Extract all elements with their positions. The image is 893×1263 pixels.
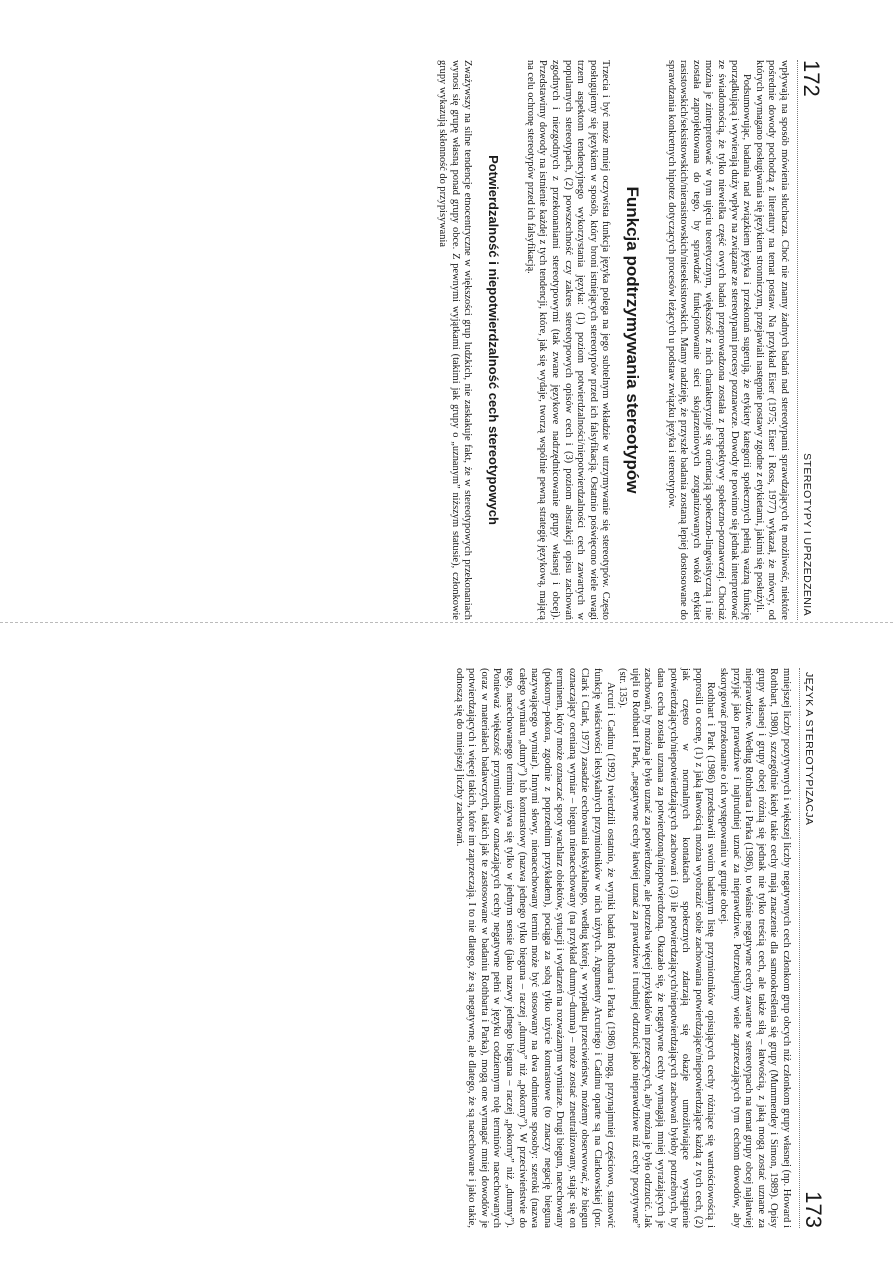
page-173 xyxy=(32,668,826,1228)
page-number: 172 xyxy=(799,60,824,97)
paragraph: Rothbart i Park (1986) przedstawili swoim badanym listę przymiotników opisujących cechy różniące się wartościowością i poprosili o ocenę, (1) z jaką łatwością można wyobrazić sobie zachowania potwierdzające/niepotwierdzające każdą z tych cech, (2) jak często w normalnych kontaktach społecznych zdarzają się okazje umożliwiające wystąpienie potwierdzających/niepotwierdzających zachowań i (3) ile potwierdzających/niepotwierdzających zachowań byłoby potrzebnych, by dana cecha została uznana za potwierdzoną/niepotwierdzoną. Okazało się, że negatywne cechy wymagają mniej wyrażających je zachowań, by można je było uznać za potwierdzone, ale potrzeba więcej przykładów im przeczących, aby można je było odrzucić. Jak ujęli to Rothbart i Park, „negatywne cechy łatwiej uznać za prawdziwe i trudniej odrzucić jako nieprawdziwe niż cechy pozytywne” (str. 135). xyxy=(617,668,717,1228)
page-number: 173 xyxy=(801,1191,826,1228)
subsection-heading: Potwierdzalność i niepotwierdzalność cech stereotypowych xyxy=(486,155,502,525)
section-heading: Funkcja podtrzymywania stereotypów xyxy=(623,186,643,494)
page-body xyxy=(452,668,792,1228)
paragraph: Arcuri i Cadinu (1992) twierdzili ostatnio, że wyniki badań Rothbarta i Parka (1986) mogą, przynajmniej częściowo, stanowić funkcję właściwości leksykalnych przymiotników w nich użytych. Argumenty Arcuriego i Cadinu oparte są na Clarkowskiej (por. Clark i Clark, 1977) zasadzie cechowania leksykalnego, według której, w wypadku przeciwieństw, możemy obserwować, że biegun oznaczający ocenianą wymiar – biegun nienacechowany (na przykład dumny–dumna) – może zostać zneutralizowany, stając się on terminem, który może oznaczać spory wachlarz obiektów, sytuacji i wydarzeń na rozważanym wymiarze. Drugi biegun, nacechowany (pokorny–pokora, zgodnie z poprzednim przykładem), pociąga za sobą tylko użycie kontrastowe (to znaczy negację bieguna nazywającego wymiar). Innymi słowy, nienacechowany termin może być stosowany na dwa odmienne sposoby: szeroki (nazwa całego wymiaru „dumy”) lub kontrastowy (nazwa jednego tylko bieguna – raczej „dumny” niż „pokorny”). W przeciwieństwie do tego, nacechowanego terminu używa się tylko w jednym sensie (jako nazwy jednego bieguna – raczej „pokorny” niż „dumny”). Ponieważ większość przymiotników oznaczających cechy negatywne pełni w języku codziennym rolę terminów nacechowanych (oraz w materiałach badawczych, takich jak te zastosowane w badaniu Rothbarta i Parka), mogą one wymagać mniej dowodów je potwierdzających i więcej takich, które im zaprzeczają. I to nie dlatego, że są negatywne, ale dlatego, że są nacechowane i jako takie, odnoszą się do mniejszej liczby zachowań. xyxy=(453,668,616,1228)
paragraph: mniejszej liczby pozytywnych i większej liczby negatywnych cech członkom grup obcych niż członkom grupy własnej (np. Howard i Rothbart, 1980), szczególnie kiedy takie cechy mają znaczenie dla samookreślenia się grupy (Mummendey i Simon, 1989). Opisy grupy własnej i grupy obcej różnią się jednak nie tylko treścią cech, ale także siłą – łatwością, z jaką mogą zostać uznane za nieprawdziwe. Według Rothbarta i Parka (1986), to właśnie negatywne cechy zawarte w stereotypach na temat grupy obcej najłatwiej przyjąć jako prawdziwe i najtrudniej uznać za nieprawdziwe. Potrzebujemy wiele zaprzeczających tym cechom dowodów, aby skorygować przekonanie o ich występowaniu w grupie obcej. xyxy=(718,668,792,1228)
running-head: JĘZYK A STEREOTYPIZACJA xyxy=(803,672,815,826)
page-body xyxy=(436,60,790,620)
paragraph: Trzecia i być może mniej oczywista funkcja języka polega na jego subtelnym wkładzie w utrzymywanie się stereotypów. Często posługujemy się językiem w sposób, który broni istniejących stereotypów przed ich falsyfikacją. Ostatnio poświęcono wiele uwagi trzem aspektom tendencyjnego wykorzystania języka: (1) poziom potwierdzalności/niepotwierdzalności cech zawartych w popularnych stereotypach, (2) powszechność czy zakres stereotypowych opisów cech i (3) poziom abstrakcji opisu zachowań zgodnych i niezgodnych z przekonaniami stereotypowymi (tak zwane językowe nadrzędnicowanie grupy własnej i obcej). Przedstawimy dowody na istnienie każdej z tych tendencji, które, jak się wydaje, tworzą wspólnie pewną strategię językową, mającą na celu ochronę stereotypów przed ich falsyfikacją. xyxy=(524,60,612,620)
paragraph: wpływają na sposób mówienia słuchacza. Choć nie znamy żadnych badań nad stereotypami sprawdzających tę możliwość, niektóre pośrednie dowody pochodzą z literatury na temat postaw. Na przykład Eiser (1975; Eiser i Ross, 1977) wykazał, że mówcy, od których wymagano posługiwania się językiem stronniczym, przejawiali następnie postawy zgodne z etykietami, jakimi się posłużyli. xyxy=(753,60,790,620)
page-172 xyxy=(30,60,824,621)
page-fold-line xyxy=(0,622,893,623)
page-header xyxy=(797,60,824,620)
page-header xyxy=(799,668,826,1228)
paragraph: Zważywszy na silne tendencje etnocentryczne w większości grup ludzkich, nie zaskakuje fakt, że w stereotypowych przekonaniach wynosi się grupę własną ponad grupy obce. Z pewnymi wyjątkami (takimi jak grupy o „uznanym” niższym statusie), członkowie grupy wykazują skłonność do przypisywania xyxy=(437,60,474,620)
running-head: STEREOTYPY I UPRZEDZENIA xyxy=(801,453,813,616)
paragraph: Podsumowując, badania nad związkiem języka i przekonań sugerują, że etykiety kategorii społecznych pełnią ważną funkcję porządkującą i wywierają duży wpływ na związane ze stereotypami procesy poznawcze. Dowody te powinno się jednak interpretować ze świadomością, że tylko niewielka część owych badań przeprowadzona została z perspektywy społeczno-poznawczej. Chociaż można je zinterpretować w tym ujęciu teoretycznym, większość z nich charakteryzuje się orientacją społeczno-lingwistyczną i nie została zaprojektowana do tego, by sprawdzać funkcjonowanie sieci skojarzeniowych zorganizowanych wokół etykiet rasistowskich/seksistowskich/nierasistowskich/nieseksistowskich. Mamy nadzieję, że przyszłe badania zostaną lepiej dostosowane do sprawdzania konkretnych hipotez dotyczących procesów leżących u podstaw związku języka i stereotypów. xyxy=(665,60,753,621)
